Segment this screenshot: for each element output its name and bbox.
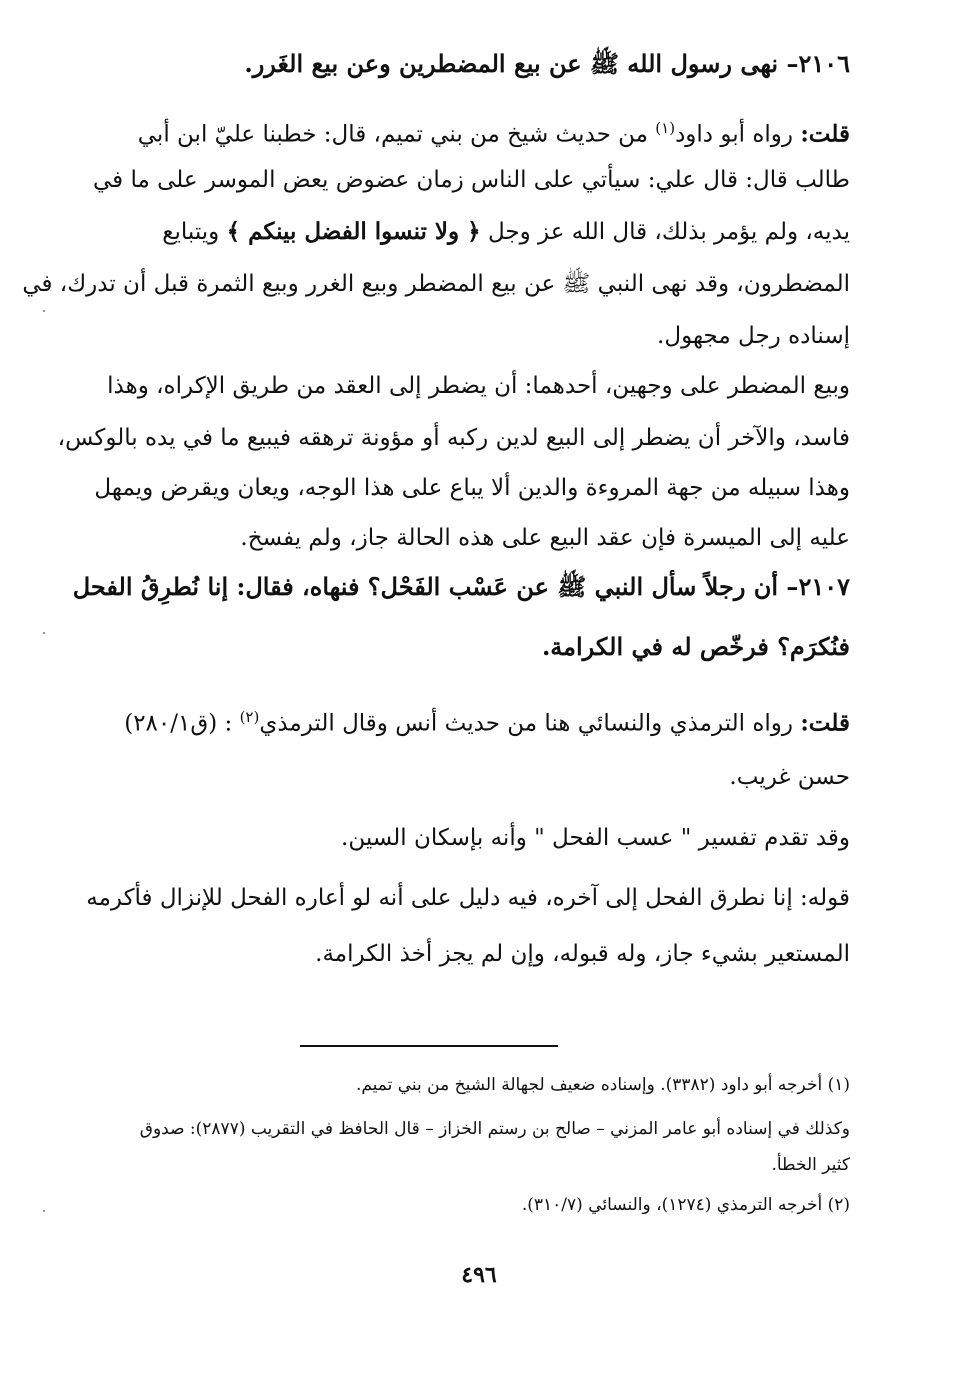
para3-line1 (90, 697, 850, 744)
text-run: يديه، ولم يؤمر بذلك، قال الله عز وجل (487, 219, 850, 245)
footnote-ref-2: (٢) (239, 708, 260, 726)
para5-line1: قوله: إنا نطرق الفحل إلى آخره، فيه دليل على أنه لو أعاره الفحل للإنزال فأكرمه (86, 885, 850, 911)
hadith-2106-heading (90, 44, 850, 84)
margin-dot (43, 310, 45, 312)
footnote-separator (300, 1045, 558, 1047)
page-number: ٤٩٦ (461, 1262, 497, 1288)
para2-line1: وبيع المضطر على وجهين، أحدهما: أن يضطر إلى العقد من طريق الإكراه، وهذا (107, 373, 850, 399)
manuscript-ref: : (ق٢٨٠/١) (124, 710, 233, 737)
para1-line1 (90, 108, 850, 155)
para1-line4: المضطرون، وقد نهى النبي ﷺ عن بيع المضطر وبيع الغرر وبيع الثمرة قبل أن تدرك، في (22, 271, 850, 297)
hadith-2107-line1: ٢١٠٧– أن رجلاً سأل النبي ﷺ عن عَسْب الفَحْل؟ فنهاه، فقال: إنا نُطرِقُ الفحل (72, 572, 850, 601)
margin-dot (43, 632, 45, 634)
footnote-1-cont-line1: وكذلك في إسناده أبو عامر المزني – صالح بن رستم الخزاز – قال الحافظ في التقريب (٢٨٧٧): صدوق (139, 1119, 850, 1139)
footnote-1: (١) أخرجه أبو داود (٣٣٨٢). وإسناده ضعيف لجهالة الشيخ من بني تميم. (355, 1075, 850, 1095)
para2-line2: فاسد، والآخر أن يضطر إلى البيع لدين ركبه أو مؤونة ترهقه فيبيع ما في يده بالوكس، (57, 425, 850, 451)
para3-line2: حسن غريب. (729, 764, 850, 790)
margin-dot (43, 1210, 45, 1212)
qult-label: قلت: (800, 709, 850, 737)
text-run: من حديث شيخ من بني تميم، قال: خطبنا عليّ ابن أبي (137, 121, 648, 148)
para4: وقد تقدم تفسير " عسب الفحل " وأنه بإسكان السين. (341, 825, 850, 851)
hadith-2107-line2: فنُكرَم؟ فرخّص له في الكرامة. (541, 632, 850, 661)
text-run: ويتبايع (162, 219, 220, 245)
para1-line3 (90, 212, 850, 252)
footnote-1-cont-line2: كثير الخطأ. (771, 1155, 850, 1175)
para2-line4: عليه إلى الميسرة فإن عقد البيع على هذه الحالة جاز، ولم يفسخ. (240, 525, 850, 551)
hadith-text: نهى رسول الله ﷺ عن بيع المضطرين وعن بيع الغَرر. (244, 49, 779, 78)
book-page (22, 0, 850, 1378)
hadith-number: ٢١٠٦– (786, 49, 850, 78)
quran-quote: ﴿ ولا تنسوا الفضل بينكم ﴾ (226, 218, 481, 245)
para1-line2: طالب قال: قال علي: سيأتي على الناس زمان عضوض يعض الموسر على ما في (92, 167, 850, 193)
qult-label: قلت: (800, 120, 850, 148)
text-run: رواه الترمذي والنسائي هنا من حديث أنس وقال الترمذي (259, 710, 793, 737)
text-run: رواه أبو داود (675, 121, 793, 148)
para1-line5: إسناده رجل مجهول. (657, 323, 850, 349)
footnote-2: (٢) أخرجه الترمذي (١٢٧٤)، والنسائي (٣١٠/٧). (521, 1195, 850, 1215)
para2-line3: وهذا سبيله من جهة المروءة والدين ألا يباع على هذا الوجه، ويعان ويقرض ويمهل (94, 475, 850, 501)
footnote-ref-1: (١) (655, 119, 676, 137)
para5-line2: المستعير بشيء جاز، وله قبوله، وإن لم يجز أخذ الكرامة. (315, 941, 850, 967)
